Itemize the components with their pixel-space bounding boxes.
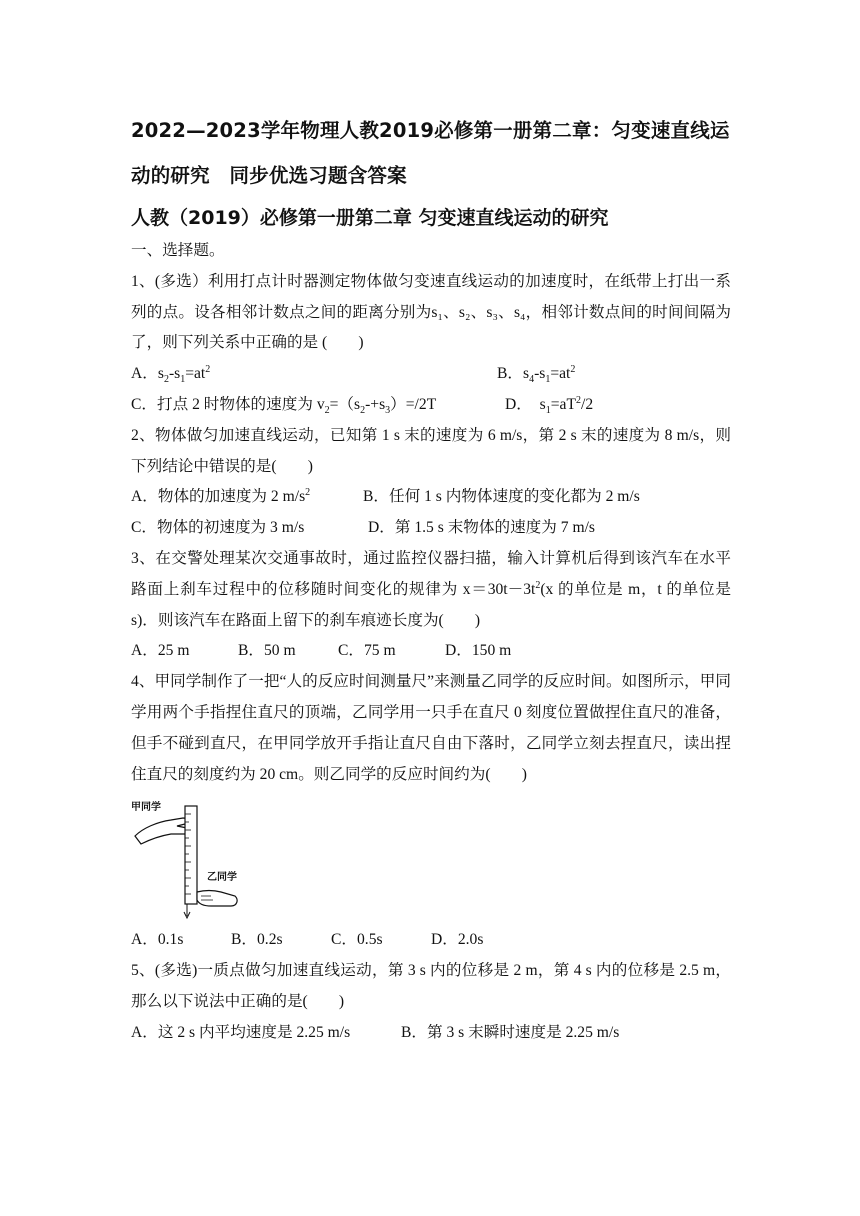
- document-subtitle: 人教（2019）必修第一册第二章 匀变速直线运动的研究: [131, 207, 609, 229]
- question-1-stem: 1、(多选）利用打点计时器测定物体做匀变速直线运动的加速度时，在纸带上打出一系列的点。设各相邻计数点之间的距离分别为s₁、s₂、s₃、s₄，相邻计数点间的时间间隔为了，则下列关系中正确的是 ( ): [131, 272, 731, 352]
- question-2-option-c: C．物体的初速度为 3 m/s: [131, 519, 305, 537]
- question-2-stem: 2、物体做匀加速直线运动，已知第 1 s 末的速度为 6 m/s，第 2 s 末的速度为 8 m/s，则下列结论中错误的是( ): [131, 426, 731, 475]
- question-3-option-b: B．50 m: [238, 642, 296, 660]
- question-4-option-b: B．0.2s: [231, 931, 283, 949]
- question-1-option-a: A．$s_2-s_1=at^2$: [131, 364, 211, 386]
- section-heading: 一、选择题。: [131, 242, 225, 259]
- question-5-option-b: B．第 3 s 末瞬时速度是 2.25 m/s: [401, 1023, 620, 1041]
- question-1-options-cd: [131, 390, 731, 421]
- question-4-option-a: A．0.1s: [131, 931, 184, 949]
- question-4-stem: 4、甲同学制作了一把“人的反应时间测量尺”来测量乙同学的反应时间。如图所示，甲同学用两个手指捏住直尺的顶端，乙同学用一只手在直尺 0 刻度位置做捏住直尺的准备，但手不碰到直尺，在甲同学放开手指让直尺自由下落时，乙同学立刻去捏直尺，读出捏住直尺的刻度约为 20 cm。则乙同学的反应时间约为( ): [131, 673, 731, 783]
- question-5-option-a: A．这 2 s 内平均速度是 2.25 m/s: [131, 1023, 351, 1041]
- question-5-options-ab: [131, 1018, 731, 1049]
- document-title: 2022—2023学年物理人教2019必修第一册第二章：匀变速直线运动的研究 同步优选习题含答案: [131, 119, 730, 187]
- ruler-figure: [131, 796, 251, 921]
- question-3-option-a: A．25 m: [131, 642, 190, 660]
- question-1-option-d: D． $s_1=aT^2/2$: [505, 394, 594, 417]
- question-4-options: [131, 925, 731, 956]
- question-1-option-c: C．打点 2 时物体的速度为 $v_2=(s_2-+s_3)=/2T$: [131, 395, 437, 417]
- ruler-drop-diagram: [131, 796, 251, 921]
- question-4-option-d: D．2.0s: [431, 931, 484, 949]
- figure-label-student-a: 甲同学: [131, 802, 161, 814]
- question-1-options-ab: [131, 359, 731, 390]
- hand-a-icon: [135, 818, 189, 844]
- question-3-option-c: C．75 m: [338, 642, 396, 660]
- question-2-options-ab: [131, 482, 731, 513]
- question-2-option-b: B．任何 1 s 内物体速度的变化都为 2 m/s: [363, 488, 640, 506]
- hand-b-icon: [197, 891, 237, 907]
- question-3-stem: 3、在交警处理某次交通事故时，通过监控仪器扫描，输入计算机后得到该汽车在水平路面上刹车过程中的位移随时间变化的规律为 $x=30t-3t^2(x$ 的单位是 m，t 的单位是 s)．则该汽车在路面上留下的刹车痕迹长度为( ): [131, 549, 731, 629]
- question-1-option-b: B．$s_4-s_1=at^2$: [497, 364, 576, 386]
- question-4-option-c: C．0.5s: [331, 931, 383, 949]
- question-2-option-d: D．第 1.5 s 末物体的速度为 7 m/s: [368, 519, 595, 537]
- ruler-icon: [185, 806, 197, 904]
- question-3-options: [131, 636, 731, 667]
- question-3-option-d: D．150 m: [445, 642, 512, 660]
- question-2-option-a: A．物体的加速度为 2 $m/s^2$: [131, 487, 311, 506]
- document-page: [131, 108, 731, 1049]
- figure-label-student-b: 乙同学: [207, 872, 237, 884]
- question-2-options-cd: [131, 513, 731, 544]
- question-5-stem: 5、(多选)一质点做匀加速直线运动，第 3 s 内的位移是 2 m，第 4 s 内的位移是 2.5 m，那么以下说法中正确的是( ): [131, 962, 731, 1010]
